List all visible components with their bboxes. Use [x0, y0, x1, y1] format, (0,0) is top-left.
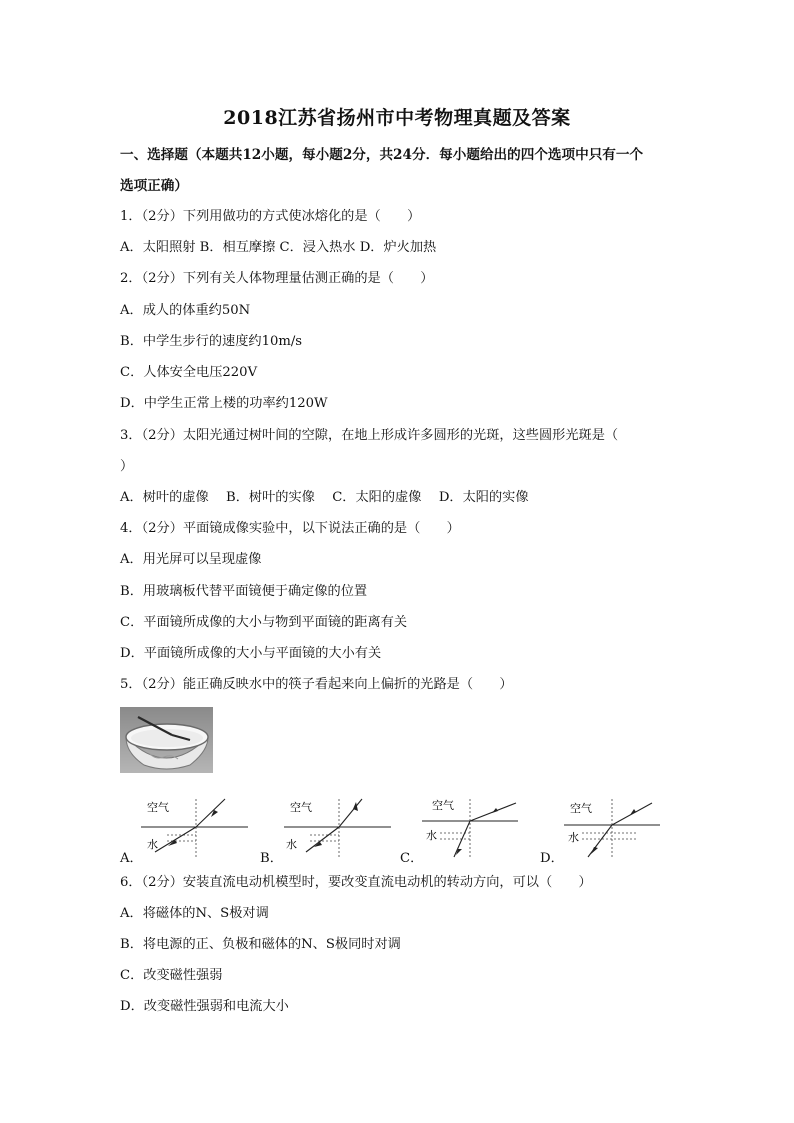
question-1-stem: 1．（2分）下列用做功的方式使冰熔化的是（ ） [120, 209, 421, 224]
question-6-option-b: B．将电源的正、负极和磁体的N、S极同时对调 [120, 937, 401, 952]
option-c-label: C． [400, 851, 424, 866]
diagram-a [133, 797, 258, 859]
air-label-a: 空气 [147, 801, 169, 814]
bowl-photo [120, 707, 213, 773]
question-2-option-b: B．中学生步行的速度约10m/s [120, 334, 303, 349]
air-label-d: 空气 [570, 802, 592, 815]
question-6-stem: 6．（2分）安装直流电动机模型时，要改变直流电动机的转动方向，可以（ ） [120, 875, 592, 890]
question-6-option-a: A．将磁体的N、S极对调 [120, 906, 269, 921]
water-label-d: 水 [568, 831, 579, 844]
air-label-b: 空气 [290, 801, 312, 814]
question-6-option-c: C．改变磁性强弱 [120, 968, 223, 983]
water-label-c: 水 [426, 829, 437, 842]
option-a-label: A． [120, 851, 143, 866]
question-4-option-a: A．用光屏可以呈现虚像 [120, 552, 262, 567]
question-5-stem: 5．（2分）能正确反映水中的筷子看起来向上偏折的光路是（ ） [120, 677, 513, 692]
question-4-stem: 4．（2分）平面镜成像实验中，以下说法正确的是（ ） [120, 521, 460, 536]
question-4-option-d: D．平面镜所成像的大小与平面镜的大小有关 [120, 646, 382, 661]
question-2-stem: 2．（2分）下列有关人体物理量估测正确的是（ ） [120, 271, 434, 286]
question-2-option-a: A．成人的体重约50N [120, 303, 251, 318]
option-b-label: B． [260, 851, 283, 866]
water-label-a: 水 [147, 838, 158, 851]
water-label-b: 水 [286, 838, 297, 851]
air-label-c: 空气 [432, 799, 454, 812]
diagram-d [560, 797, 685, 859]
question-3-stem-cont: ） [120, 459, 134, 474]
question-3-options: A．树叶的虚像 B．树叶的实像 C．太阳的虚像 D．太阳的实像 [120, 490, 529, 505]
diagram-c [418, 797, 543, 859]
question-1-options: A．太阳照射 B．相互摩擦 C．浸入热水 D．炉火加热 [120, 240, 437, 255]
section-heading-cont: 选项正确） [120, 178, 188, 194]
question-2-option-c: C．人体安全电压220V [120, 365, 258, 380]
question-4-option-c: C．平面镜所成像的大小与物到平面镜的距离有关 [120, 615, 408, 630]
page-title: 2018江苏省扬州市中考物理真题及答案 [223, 107, 571, 129]
diagram-b [276, 797, 401, 859]
section-heading: 一、选择题（本题共12小题，每小题2分，共24分．每小题给出的四个选项中只有一个 [120, 147, 644, 163]
question-6-option-d: D．改变磁性强弱和电流大小 [120, 999, 289, 1014]
option-d-label: D． [540, 851, 564, 866]
question-2-option-d: D．中学生正常上楼的功率约120W [120, 396, 328, 411]
question-3-stem: 3．（2分）太阳光通过树叶间的空隙，在地上形成许多圆形的光斑，这些圆形光斑是（ [120, 428, 619, 443]
question-4-option-b: B．用玻璃板代替平面镜便于确定像的位置 [120, 584, 368, 599]
